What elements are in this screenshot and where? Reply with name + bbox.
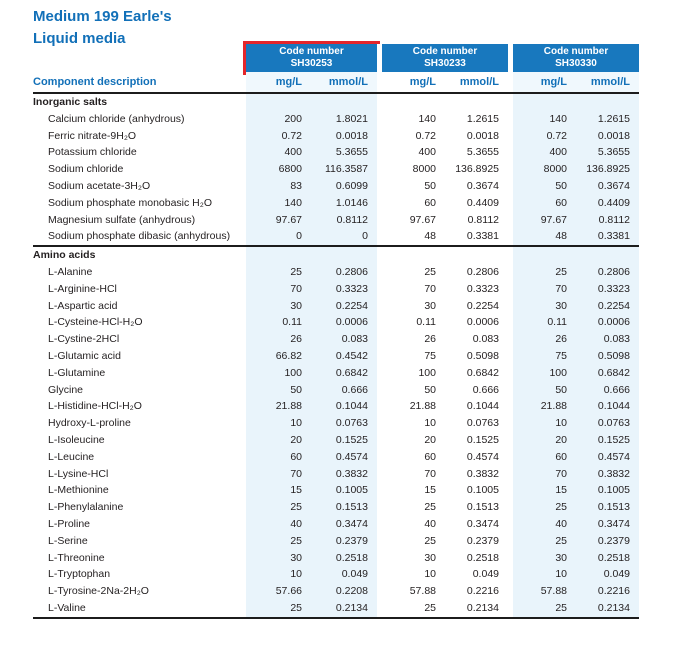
value-sh30253-mmol: 0.1005 — [311, 482, 377, 499]
value-sh30253-mmol: 0.4574 — [311, 449, 377, 466]
table-row — [33, 382, 639, 399]
value-sh30233-mmol: 0.8112 — [467, 213, 499, 226]
value-sh30253-mg: 60 — [246, 449, 311, 466]
unit-header-mmol: mmol/L — [311, 72, 377, 92]
component-name: L-Glutamine — [48, 366, 106, 379]
component-name: L-Histidine-HCl-H₂O — [48, 400, 142, 413]
value-sh30330-mmol: 0.3323 — [576, 281, 639, 298]
component-name: L-Isoleucine — [48, 433, 105, 446]
value-sh30233-mmol: 0.6842 — [466, 366, 499, 379]
value-sh30233-mmol: 0.2216 — [466, 585, 499, 598]
value-sh30233-mmol: 0.1513 — [466, 501, 499, 514]
empty-cell — [576, 94, 639, 111]
code-number-value: SH30330 — [555, 58, 597, 69]
value-sh30233-mmol: 0.3832 — [466, 467, 499, 480]
value-sh30233-mmol: 0.0018 — [466, 129, 499, 142]
value-sh30233-mg: 20 — [424, 433, 436, 446]
value-sh30233-mg: 21.88 — [409, 400, 436, 413]
value-sh30233-mg: 0.72 — [415, 129, 436, 142]
section-title: Inorganic salts — [33, 96, 108, 108]
value-sh30253-mg: 100 — [246, 365, 311, 382]
table-row — [33, 111, 639, 128]
value-sh30253-mg: 6800 — [246, 161, 311, 178]
code-header-sh30253 — [246, 44, 377, 72]
value-sh30330-mmol: 0.1525 — [576, 432, 639, 449]
value-sh30233-mmol: 0.2806 — [466, 265, 499, 278]
value-sh30253-mg: 97.67 — [246, 212, 311, 229]
code-number-label: Code number — [543, 46, 609, 57]
value-sh30330-mmol: 0.4574 — [576, 449, 639, 466]
value-sh30253-mmol: 0.0763 — [311, 415, 377, 432]
value-sh30330-mg: 70 — [513, 466, 576, 483]
value-sh30253-mg: 25 — [246, 600, 311, 617]
value-sh30253-mmol: 0.6099 — [311, 178, 377, 195]
code-header-sh30330 — [513, 44, 639, 72]
code-header-row — [33, 44, 639, 72]
value-sh30330-mg: 15 — [513, 482, 576, 499]
section-header-row — [33, 247, 639, 264]
page-title-line2: Liquid media — [33, 30, 126, 47]
empty-cell — [576, 247, 639, 264]
unit-header-row — [33, 72, 639, 94]
component-name: L-Aspartic acid — [48, 299, 118, 312]
value-sh30253-mmol: 1.0146 — [311, 195, 377, 212]
value-sh30233-mmol: 0.1525 — [466, 433, 499, 446]
table-row — [33, 533, 639, 550]
component-name: Ferric nitrate-9H₂O — [48, 129, 137, 142]
value-sh30330-mmol: 0.083 — [576, 331, 639, 348]
component-name: Potassium chloride — [48, 146, 137, 159]
value-sh30233-mmol: 0.3474 — [466, 517, 499, 530]
section-title: Amino acids — [33, 249, 96, 262]
empty-cell — [311, 94, 377, 111]
value-sh30330-mmol: 0.1513 — [576, 499, 639, 516]
table-row — [33, 516, 639, 533]
value-sh30253-mg: 30 — [246, 298, 311, 315]
value-sh30233-mg: 30 — [424, 551, 436, 564]
empty-cell — [246, 94, 311, 111]
value-sh30253-mmol: 0.2208 — [311, 583, 377, 600]
table-row — [33, 432, 639, 449]
value-sh30233-mg: 60 — [424, 196, 436, 209]
value-sh30330-mmol: 0.1044 — [576, 398, 639, 415]
value-sh30233-mg: 70 — [424, 282, 436, 295]
value-sh30233-mg: 8000 — [412, 163, 436, 176]
table-row — [33, 178, 639, 195]
value-sh30330-mg: 25 — [513, 499, 576, 516]
value-sh30233-mg: 0.11 — [416, 316, 436, 329]
table-row — [33, 281, 639, 298]
table-row — [33, 161, 639, 178]
value-sh30330-mg: 30 — [513, 298, 576, 315]
component-name: Glycine — [48, 383, 84, 396]
value-sh30330-mmol: 0.666 — [576, 382, 639, 399]
component-name: L-Arginine-HCl — [48, 282, 117, 295]
empty-cell — [382, 247, 445, 264]
table-row — [33, 128, 639, 145]
value-sh30233-mmol: 0.4574 — [466, 450, 499, 463]
value-sh30330-mmol: 0.3474 — [576, 516, 639, 533]
value-sh30233-mg: 97.67 — [409, 213, 436, 226]
value-sh30253-mg: 25 — [246, 499, 311, 516]
value-sh30253-mmol: 0.3323 — [311, 281, 377, 298]
code-number-label: Code number — [279, 46, 344, 57]
table-row — [33, 566, 639, 583]
value-sh30330-mmol: 0.4409 — [576, 195, 639, 212]
table-row — [33, 415, 639, 432]
value-sh30233-mmol: 0.2254 — [466, 299, 499, 312]
value-sh30330-mg: 0.72 — [513, 128, 576, 145]
component-name: Sodium chloride — [48, 163, 124, 176]
value-sh30330-mg: 26 — [513, 331, 576, 348]
component-name: Calcium chloride (anhydrous) — [48, 112, 185, 125]
value-sh30330-mmol: 136.8925 — [576, 161, 639, 178]
table-row — [33, 482, 639, 499]
value-sh30253-mg: 25 — [246, 533, 311, 550]
component-name: Hydroxy-L-proline — [48, 417, 131, 430]
table-row — [33, 466, 639, 483]
value-sh30253-mg: 30 — [246, 550, 311, 567]
value-sh30233-mg: 48 — [424, 230, 436, 243]
value-sh30330-mg: 10 — [513, 415, 576, 432]
value-sh30330-mg: 60 — [513, 449, 576, 466]
value-sh30233-mg: 25 — [424, 501, 436, 514]
table-row — [33, 499, 639, 516]
value-sh30330-mmol: 0.1005 — [576, 482, 639, 499]
value-sh30253-mg: 15 — [246, 482, 311, 499]
value-sh30330-mmol: 0.3674 — [576, 178, 639, 195]
empty-cell — [246, 247, 311, 264]
value-sh30233-mg: 100 — [418, 366, 436, 379]
value-sh30253-mmol: 0.4542 — [311, 348, 377, 365]
table-row — [33, 550, 639, 567]
value-sh30253-mg: 57.66 — [246, 583, 311, 600]
value-sh30330-mmol: 0.8112 — [576, 212, 639, 229]
value-sh30330-mg: 48 — [513, 228, 576, 245]
value-sh30253-mmol: 0.6842 — [311, 365, 377, 382]
table-row — [33, 449, 639, 466]
value-sh30253-mmol: 0 — [311, 228, 377, 245]
page-title-line1: Medium 199 Earle's — [33, 8, 172, 25]
code-number-value: SH30253 — [290, 58, 333, 69]
value-sh30233-mg: 15 — [424, 484, 436, 497]
unit-header-mmol: mmol/L — [576, 72, 639, 92]
value-sh30233-mg: 10 — [424, 417, 436, 430]
table-body — [33, 94, 639, 617]
value-sh30233-mmol: 0.049 — [472, 568, 499, 581]
value-sh30233-mg: 25 — [424, 601, 436, 614]
value-sh30253-mmol: 0.1044 — [311, 398, 377, 415]
value-sh30253-mmol: 0.3474 — [311, 516, 377, 533]
component-name: Magnesium sulfate (anhydrous) — [48, 213, 196, 226]
value-sh30330-mmol: 0.3381 — [576, 228, 639, 245]
value-sh30233-mmol: 0.5098 — [466, 349, 499, 362]
table-row — [33, 144, 639, 161]
value-sh30253-mg: 66.82 — [246, 348, 311, 365]
value-sh30233-mmol: 1.2615 — [466, 112, 499, 125]
value-sh30253-mg: 0 — [246, 228, 311, 245]
value-sh30233-mg: 10 — [424, 568, 436, 581]
value-sh30330-mmol: 1.2615 — [576, 111, 639, 128]
table-row — [33, 228, 639, 245]
value-sh30330-mg: 20 — [513, 432, 576, 449]
value-sh30233-mmol: 0.4409 — [466, 196, 499, 209]
component-name: L-Lysine-HCl — [48, 467, 109, 480]
value-sh30233-mg: 50 — [424, 383, 436, 396]
value-sh30330-mg: 50 — [513, 178, 576, 195]
value-sh30330-mmol: 0.0018 — [576, 128, 639, 145]
component-name: L-Leucine — [48, 450, 95, 463]
value-sh30330-mmol: 0.2254 — [576, 298, 639, 315]
value-sh30330-mmol: 0.2216 — [576, 583, 639, 600]
value-sh30253-mmol: 0.1513 — [311, 499, 377, 516]
value-sh30330-mmol: 0.0763 — [576, 415, 639, 432]
table-row — [33, 398, 639, 415]
value-sh30253-mmol: 0.049 — [311, 566, 377, 583]
component-name: L-Alanine — [48, 265, 93, 278]
value-sh30330-mg: 70 — [513, 281, 576, 298]
media-formulation-table — [33, 44, 639, 619]
component-name: Sodium phosphate monobasic H₂O — [48, 196, 213, 209]
unit-header-mg: mg/L — [409, 76, 436, 88]
value-sh30233-mmol: 0.0006 — [466, 316, 499, 329]
value-sh30253-mmol: 0.2134 — [311, 600, 377, 617]
value-sh30233-mg: 40 — [424, 517, 436, 530]
component-name: L-Methionine — [48, 484, 109, 497]
value-sh30330-mg: 30 — [513, 550, 576, 567]
empty-cell — [513, 94, 576, 111]
table-row — [33, 298, 639, 315]
value-sh30330-mmol: 0.3832 — [576, 466, 639, 483]
component-name: L-Cystine-2HCl — [48, 333, 120, 346]
component-description-header: Component description — [33, 76, 157, 88]
value-sh30330-mmol: 0.0006 — [576, 314, 639, 331]
unit-header-mg: mg/L — [246, 72, 311, 92]
value-sh30233-mmol: 0.666 — [472, 383, 499, 396]
table-row — [33, 195, 639, 212]
value-sh30233-mg: 75 — [424, 349, 436, 362]
value-sh30330-mg: 60 — [513, 195, 576, 212]
component-name: L-Serine — [48, 534, 88, 547]
value-sh30253-mmol: 116.3587 — [311, 161, 377, 178]
value-sh30253-mg: 0.11 — [246, 314, 311, 331]
component-name: L-Valine — [48, 601, 86, 614]
value-sh30253-mg: 50 — [246, 382, 311, 399]
component-name: Sodium acetate-3H₂O — [48, 179, 151, 192]
table-row — [33, 314, 639, 331]
value-sh30253-mg: 20 — [246, 432, 311, 449]
value-sh30233-mmol: 0.3674 — [466, 179, 499, 192]
component-name: L-Cysteine-HCl-H₂O — [48, 316, 143, 329]
value-sh30330-mg: 25 — [513, 533, 576, 550]
empty-cell — [382, 94, 445, 111]
value-sh30253-mmol: 0.083 — [311, 331, 377, 348]
value-sh30253-mmol: 0.2518 — [311, 550, 377, 567]
value-sh30253-mmol: 0.0006 — [311, 314, 377, 331]
component-name: L-Proline — [48, 517, 91, 530]
table-row — [33, 365, 639, 382]
value-sh30330-mmol: 0.2134 — [576, 600, 639, 617]
value-sh30253-mmol: 5.3655 — [311, 144, 377, 161]
table-row — [33, 331, 639, 348]
value-sh30330-mg: 75 — [513, 348, 576, 365]
value-sh30330-mmol: 0.2379 — [576, 533, 639, 550]
empty-cell — [445, 94, 508, 111]
value-sh30233-mg: 25 — [424, 265, 436, 278]
value-sh30253-mg: 140 — [246, 195, 311, 212]
value-sh30253-mmol: 0.2254 — [311, 298, 377, 315]
value-sh30253-mg: 25 — [246, 264, 311, 281]
value-sh30253-mmol: 0.1525 — [311, 432, 377, 449]
code-header-sh30233 — [382, 44, 508, 72]
value-sh30233-mg: 50 — [424, 179, 436, 192]
value-sh30253-mg: 70 — [246, 466, 311, 483]
code-header-spacer — [33, 44, 246, 72]
value-sh30330-mg: 50 — [513, 382, 576, 399]
unit-header-mmol: mmol/L — [459, 76, 499, 88]
value-sh30253-mg: 70 — [246, 281, 311, 298]
table-row — [33, 583, 639, 600]
value-sh30330-mg: 140 — [513, 111, 576, 128]
table-row — [33, 348, 639, 365]
value-sh30253-mg: 400 — [246, 144, 311, 161]
value-sh30233-mmol: 0.1005 — [466, 484, 499, 497]
value-sh30233-mmol: 0.1044 — [466, 400, 499, 413]
value-sh30330-mg: 8000 — [513, 161, 576, 178]
code-number-label: Code number — [412, 46, 478, 57]
section-header-row — [33, 94, 639, 111]
value-sh30330-mg: 25 — [513, 600, 576, 617]
value-sh30253-mg: 200 — [246, 111, 311, 128]
code-number-value: SH30233 — [424, 58, 466, 69]
value-sh30233-mmol: 0.083 — [472, 333, 499, 346]
value-sh30233-mmol: 5.3655 — [466, 146, 499, 159]
value-sh30233-mg: 60 — [424, 450, 436, 463]
value-sh30330-mg: 21.88 — [513, 398, 576, 415]
value-sh30233-mmol: 0.3323 — [466, 282, 499, 295]
empty-cell — [445, 247, 508, 264]
component-name: Sodium phosphate dibasic (anhydrous) — [48, 230, 231, 243]
value-sh30330-mmol: 0.6842 — [576, 365, 639, 382]
value-sh30233-mg: 30 — [424, 299, 436, 312]
value-sh30253-mmol: 0.8112 — [311, 212, 377, 229]
value-sh30233-mg: 26 — [424, 333, 436, 346]
value-sh30330-mmol: 0.5098 — [576, 348, 639, 365]
value-sh30253-mmol: 1.8021 — [311, 111, 377, 128]
value-sh30330-mg: 97.67 — [513, 212, 576, 229]
empty-cell — [311, 247, 377, 264]
value-sh30233-mmol: 0.3381 — [466, 230, 499, 243]
table-row — [33, 212, 639, 229]
value-sh30253-mmol: 0.666 — [311, 382, 377, 399]
value-sh30233-mmol: 0.2379 — [466, 534, 499, 547]
component-name: L-Phenylalanine — [48, 501, 124, 514]
value-sh30233-mg: 57.88 — [409, 585, 436, 598]
component-name: L-Tyrosine-2Na-2H₂O — [48, 585, 149, 598]
value-sh30253-mg: 26 — [246, 331, 311, 348]
value-sh30253-mg: 21.88 — [246, 398, 311, 415]
component-name: L-Threonine — [48, 551, 105, 564]
component-name: L-Glutamic acid — [48, 349, 121, 362]
value-sh30330-mg: 57.88 — [513, 583, 576, 600]
value-sh30330-mg: 40 — [513, 516, 576, 533]
component-name: L-Tryptophan — [48, 568, 111, 581]
table-bottom-rule — [33, 617, 639, 619]
value-sh30233-mmol: 0.2134 — [466, 601, 499, 614]
value-sh30233-mmol: 0.0763 — [466, 417, 499, 430]
value-sh30253-mmol: 0.3832 — [311, 466, 377, 483]
value-sh30233-mmol: 0.2518 — [466, 551, 499, 564]
empty-cell — [513, 247, 576, 264]
table-row — [33, 600, 639, 617]
value-sh30330-mg: 10 — [513, 566, 576, 583]
value-sh30330-mg: 0.11 — [513, 314, 576, 331]
value-sh30233-mmol: 136.8925 — [455, 163, 499, 176]
value-sh30253-mmol: 0.2379 — [311, 533, 377, 550]
value-sh30330-mmol: 5.3655 — [576, 144, 639, 161]
value-sh30253-mg: 0.72 — [246, 128, 311, 145]
value-sh30253-mg: 40 — [246, 516, 311, 533]
unit-header-mg: mg/L — [513, 72, 576, 92]
value-sh30253-mg: 10 — [246, 566, 311, 583]
value-sh30253-mmol: 0.0018 — [311, 128, 377, 145]
value-sh30330-mg: 25 — [513, 264, 576, 281]
value-sh30233-mg: 70 — [424, 467, 436, 480]
value-sh30233-mg: 400 — [418, 146, 436, 159]
table-row — [33, 264, 639, 281]
value-sh30253-mmol: 0.2806 — [311, 264, 377, 281]
value-sh30253-mg: 10 — [246, 415, 311, 432]
value-sh30330-mg: 100 — [513, 365, 576, 382]
value-sh30330-mmol: 0.2518 — [576, 550, 639, 567]
value-sh30233-mg: 25 — [424, 534, 436, 547]
value-sh30233-mg: 140 — [418, 112, 436, 125]
value-sh30330-mg: 400 — [513, 144, 576, 161]
value-sh30330-mmol: 0.2806 — [576, 264, 639, 281]
value-sh30253-mg: 83 — [246, 178, 311, 195]
value-sh30330-mmol: 0.049 — [576, 566, 639, 583]
